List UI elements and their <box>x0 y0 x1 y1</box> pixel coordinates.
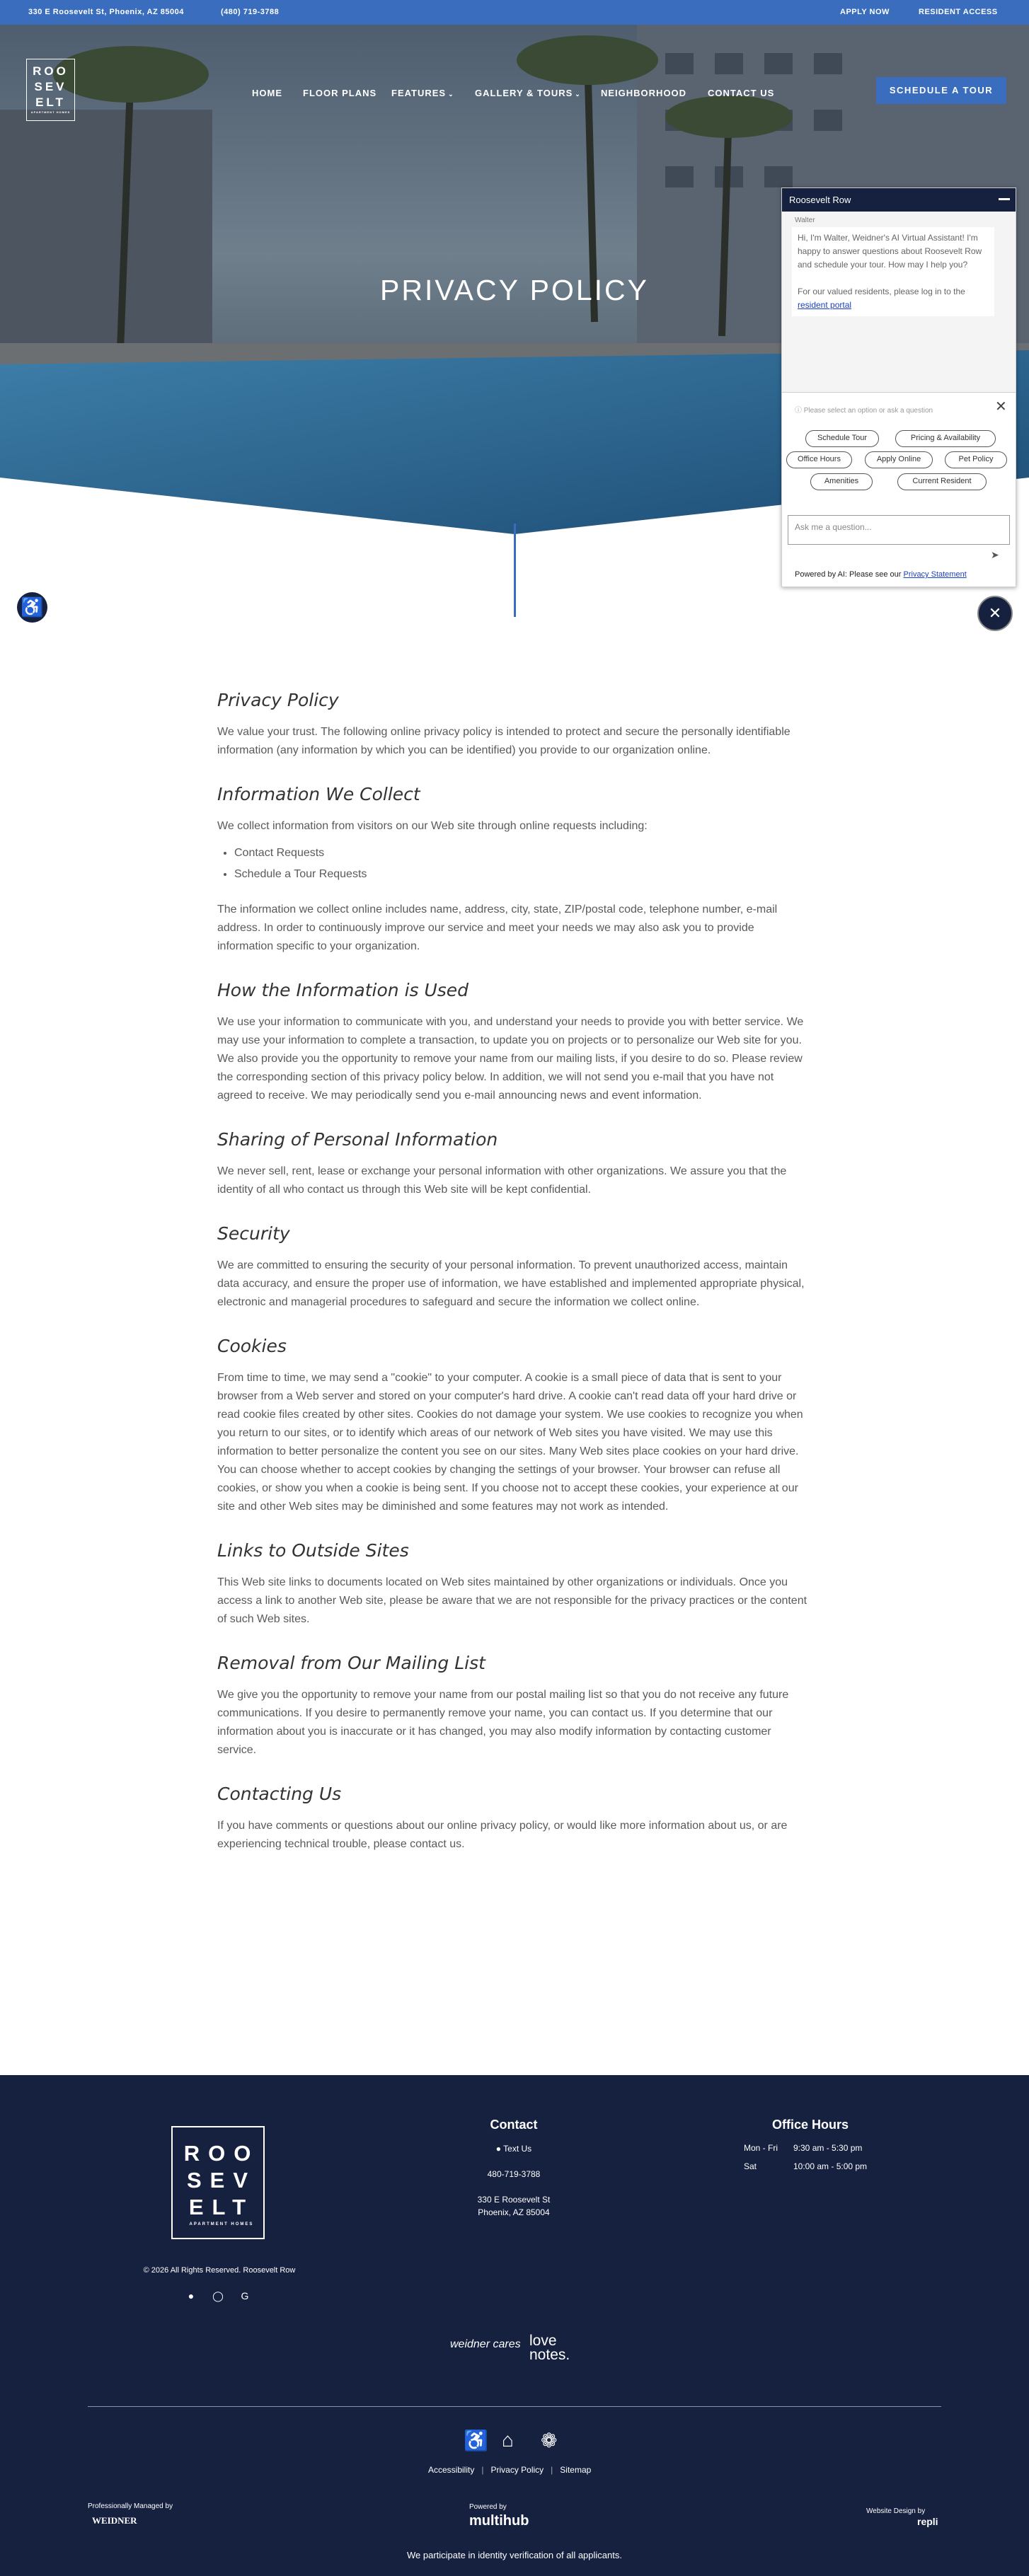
chat-footer-text: Powered by AI: Please see our <box>795 570 902 579</box>
logo-line-2: SEV <box>34 80 67 93</box>
multihub-logo[interactable]: multihub <box>469 2513 529 2529</box>
logo-line-3: ELT <box>35 96 66 109</box>
accessibility-icon[interactable]: ♿ <box>17 592 47 623</box>
hours-days: Mon - Fri <box>744 2143 778 2153</box>
section-heading: How the Information is Used <box>217 980 469 1000</box>
chevron-down-icon: ⌄ <box>448 91 454 98</box>
resident-portal-link[interactable]: resident portal <box>798 300 852 310</box>
section-text: We are committed to ensuring the security of your personal information. To prevent unauthorized access, maintain data accuracy, and ensure the proper use of information, we have established and implemented appropriate physical, electronic and managerial procedures to safeguard and secure the information we collect online. <box>217 1259 805 1308</box>
option-amenities[interactable]: Amenities <box>810 473 873 490</box>
hours-heading: Office Hours <box>771 2118 849 2132</box>
close-icon[interactable]: ✕ <box>995 399 1007 415</box>
chat-hint <box>795 404 933 415</box>
chat-footer <box>795 570 967 579</box>
list-item: • Contact Requests <box>234 843 812 864</box>
sitemap-link[interactable]: Sitemap <box>560 2465 592 2475</box>
section-links <box>217 1540 812 1629</box>
hero-divider-line <box>514 524 516 617</box>
wheelchair-icon: ♿ <box>464 2430 488 2451</box>
topbar-phone[interactable]: (480) 719-3788 <box>221 8 280 16</box>
section-text: We value your trust. The following online privacy policy is intended to protect and secure the personally identifiable information (any information by which you can be identified) you provide to our organization online. <box>217 726 791 756</box>
nav-home[interactable]: HOME <box>252 88 282 98</box>
text-us-label: Text Us <box>503 2144 532 2154</box>
section-heading: Sharing of Personal Information <box>217 1129 498 1150</box>
chat-title: Roosevelt Row <box>789 195 851 205</box>
footer-logo-line-3: ELT <box>188 2195 255 2219</box>
love-notes-line-2: notes. <box>529 2347 570 2363</box>
chat-hint-text: Please select an option or ask a question <box>803 407 933 415</box>
section-text: From time to time, we may send a "cookie" to your computer. A cookie is a small piece of data that is sent to your browser from a Web server and stored on your computer's hard drive. A cookie can't read data off your hard drive or read cookie files created by other sites. Cookies do not damage your system. We use cookies to recognize you when you return to our sites, or to identify which areas of our network of Web sites you have visited. We may use this information to better personalize the content you see on our sites. Many Web sites place cookies on your hard drive. You can choose whether to accept cookies by changing the settings of your browser. Your browser can refuse all cookies, or show you when a cookie is being sent. If you choose not to accept these cookies, your experience at our site and other Web sites may be diminished and some features may not work as intended. <box>217 1372 803 1513</box>
section-security <box>217 1223 812 1312</box>
section-text: We give you the opportunity to remove your name from our postal mailing list so that you do not receive any future communications. If you desire to permanently remove your name, you can contact us. If you determine that our information about you is inaccurate or it has changed, you may also modify information by contacting customer service. <box>217 1689 789 1756</box>
chat-close-icon[interactable]: ✕ <box>977 596 1013 631</box>
text-us-link[interactable] <box>443 2142 585 2155</box>
hours-time: 10:00 am - 5:00 pm <box>793 2161 868 2171</box>
footer-divider <box>88 2406 941 2407</box>
section-heading: Information We Collect <box>217 784 420 804</box>
section-heading: Removal from Our Mailing List <box>217 1653 485 1673</box>
footer-hours <box>740 2118 881 2142</box>
accessibility-link[interactable]: Accessibility <box>428 2465 475 2475</box>
footer <box>0 2075 1029 2576</box>
equal-housing-icon: ⌂ <box>502 2429 514 2451</box>
chat-message-resident <box>798 285 989 312</box>
nav-gallery-tours[interactable] <box>475 88 581 98</box>
nav-neighborhood[interactable]: NEIGHBORHOOD <box>601 88 687 98</box>
collect-list <box>234 843 812 885</box>
schedule-tour-button[interactable]: SCHEDULE A TOUR <box>876 77 1006 104</box>
option-schedule-tour[interactable]: Schedule Tour <box>805 430 879 447</box>
section-heading: Links to Outside Sites <box>217 1540 409 1561</box>
minimize-icon[interactable] <box>999 198 1010 200</box>
google-icon[interactable]: G <box>241 2290 249 2301</box>
policy-content <box>217 690 812 1878</box>
section-collect <box>217 784 812 956</box>
section-cookies <box>217 1336 812 1516</box>
section-removal <box>217 1653 812 1760</box>
facebook-icon[interactable]: ● <box>188 2290 195 2301</box>
footer-logo-tagline: APARTMENT HOMES <box>189 2222 254 2226</box>
hours-time: 9:30 am - 5:30 pm <box>793 2143 863 2153</box>
nav-gallery-label: GALLERY & TOURS <box>475 88 573 98</box>
chat-messages <box>782 212 1016 392</box>
chat-input[interactable]: Ask me a question... <box>788 515 1010 545</box>
footer-address-2: Phoenix, AZ 85004 <box>478 2207 550 2217</box>
managed-by: Professionally Managed by <box>88 2502 173 2510</box>
chat-header <box>782 188 1016 212</box>
chat-message-text-2: For our valued residents, please log in to the <box>798 287 965 296</box>
powered-by: Powered by <box>469 2503 507 2511</box>
help-icon: ⓘ <box>795 407 804 415</box>
instagram-icon[interactable]: ◯ <box>212 2290 224 2301</box>
footer-logo-line-1: ROO <box>183 2141 260 2166</box>
list-item: • Schedule a Tour Requests <box>234 864 812 885</box>
logo-tagline: APARTMENT HOMES <box>30 110 71 114</box>
contact-heading: Contact <box>490 2118 538 2132</box>
weidner-logo[interactable]: WEIDNER <box>92 2515 137 2526</box>
nav-features-label: FEATURES <box>391 88 447 98</box>
hours-days: Sat <box>744 2161 757 2171</box>
option-office-hours[interactable]: Office Hours <box>786 451 852 468</box>
section-sharing <box>217 1129 812 1199</box>
identity-notice: We participate in identity verification of all applicants. <box>407 2550 622 2560</box>
website-design-by: Website Design by <box>866 2507 926 2515</box>
send-icon[interactable]: ➤ <box>991 549 999 560</box>
section-text: We collect information from visitors on our Web site through online requests including: <box>217 820 648 832</box>
option-pet-policy[interactable]: Pet Policy <box>945 451 1007 468</box>
footer-logo[interactable] <box>171 2126 265 2239</box>
section-heading: Cookies <box>217 1336 287 1356</box>
footer-phone[interactable]: 480-719-3788 <box>487 2169 541 2179</box>
option-pricing[interactable]: Pricing & Availability <box>895 430 996 447</box>
nav-features[interactable] <box>391 88 454 98</box>
paw-icon: ❁ <box>541 2430 558 2451</box>
footer-address-1: 330 E Roosevelt St <box>477 2195 551 2205</box>
chat-bubble-icon: ● <box>495 2144 504 2154</box>
copyright: © 2026 All Rights Reserved. Roosevelt Row <box>143 2266 296 2275</box>
section-privacy <box>217 690 812 760</box>
section-text: If you have comments or questions about our online privacy policy, or would like more information about us, or are experiencing technical trouble, please contact us. <box>217 1820 788 1850</box>
weidner-cares-logo[interactable]: weidner cares <box>450 2338 521 2350</box>
section-heading: Security <box>217 1223 290 1244</box>
topbar-address[interactable]: 330 E Roosevelt St, Phoenix, AZ 85004 <box>28 8 184 16</box>
top-bar <box>0 0 1029 25</box>
section-heading: Privacy Policy <box>217 690 339 710</box>
section-text: This Web site links to documents located on Web sites maintained by other organizations or individuals. Once you access a link to another Web site, please be aware that we are not responsible for the privacy practices or the content of such Web sites. <box>217 1576 807 1625</box>
section-text: We never sell, rent, lease or exchange your personal information with other organizations. We assure you that the identity of all who contact us through this Web site will be kept confidential. <box>217 1165 787 1196</box>
chat-message <box>792 227 994 316</box>
chevron-down-icon: ⌄ <box>575 91 581 98</box>
chat-widget <box>781 187 1016 587</box>
link-separator: | <box>551 2465 553 2475</box>
chat-sender: Walter <box>795 216 815 224</box>
footer-contact <box>443 2118 585 2219</box>
section-used <box>217 980 812 1105</box>
option-apply-online[interactable]: Apply Online <box>865 451 933 468</box>
chat-divider <box>782 392 1016 393</box>
privacy-statement-link[interactable]: Privacy Statement <box>903 570 967 579</box>
privacy-policy-link[interactable]: Privacy Policy <box>490 2465 544 2475</box>
repli-logo[interactable]: repli <box>917 2516 938 2527</box>
footer-logo-line-2: SEV <box>186 2168 257 2193</box>
apply-now-link[interactable]: APPLY NOW <box>840 8 890 16</box>
love-notes-logo[interactable] <box>529 2334 570 2362</box>
resident-access-link[interactable]: RESIDENT ACCESS <box>919 8 998 16</box>
love-notes-line-1: love <box>529 2333 557 2349</box>
page-title: PRIVACY POLICY <box>380 274 649 306</box>
nav-contact-us[interactable]: CONTACT US <box>708 88 775 98</box>
logo-line-1: ROO <box>33 64 69 78</box>
section-heading: Contacting Us <box>217 1784 342 1804</box>
section-text: We use your information to communicate with you, and understand your needs to provide you with better service. We may use your information to complete a transaction, to update you on projects or to personalize our Web site for you. We also provide you the opportunity to remove your name from our mailing lists, if you desire to do so. Please review the corresponding section of this privacy policy below. In addition, we will not send you e-mail that you have not agreed to receive. We may periodically send you e-mail announcing news and event information. <box>217 1016 804 1102</box>
section-contacting <box>217 1784 812 1854</box>
section-text: The information we collect online includes name, address, city, state, ZIP/postal code, telephone number, e-mail address. In order to continuously improve our service and meet your needs we may also ask you to provide information specific to your organization. <box>217 903 778 952</box>
chat-message-text: Hi, I'm Walter, Weidner's AI Virtual Assistant! I'm happy to answer questions about Roosevelt Row and schedule your tour. How may I help you? <box>798 233 982 270</box>
link-separator: | <box>481 2465 484 2475</box>
logo[interactable] <box>26 59 75 121</box>
option-current-resident[interactable]: Current Resident <box>897 473 987 490</box>
nav-floor-plans[interactable]: FLOOR PLANS <box>303 88 377 98</box>
footer-links <box>425 2465 594 2475</box>
